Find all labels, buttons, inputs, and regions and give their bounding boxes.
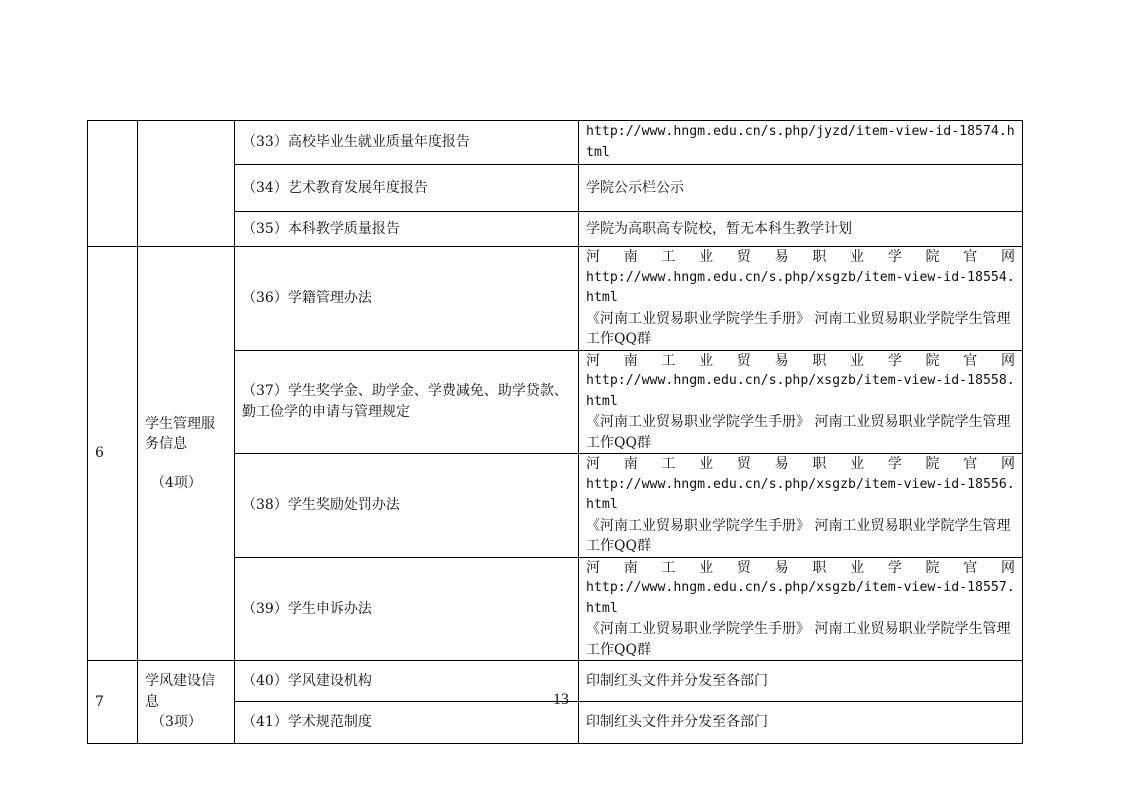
- source-site-name: 河 南 工 业 贸 易 职 业 学 院 官 网: [586, 352, 1015, 369]
- source-text: 印制红头文件并分发至各部门: [586, 672, 768, 689]
- source-cell: [579, 350, 1023, 454]
- item-text: （36）学籍管理办法: [242, 290, 372, 306]
- group-number-text: 6: [95, 445, 104, 462]
- source-cell: [579, 454, 1023, 558]
- item-text: （39）学生申诉办法: [242, 600, 372, 617]
- source-text: 《河南工业贸易职业学院学生手册》 河南工业贸易职业学院学生管理工作QQ群: [586, 414, 1011, 451]
- source-link[interactable]: http://www.hngm.edu.cn/s.php/xsgzb/item-view-id-18558.html: [586, 373, 1015, 409]
- item-text: （34）艺术教育发展年度报告: [242, 179, 428, 196]
- item-text: （40）学风建设机构: [242, 672, 372, 689]
- category-cell-continued: [138, 121, 235, 247]
- item-cell: [235, 350, 579, 454]
- item-cell: [235, 121, 579, 165]
- category-count: （4项）: [151, 474, 202, 491]
- group-category: [138, 247, 235, 661]
- page-number: 13: [553, 691, 569, 708]
- table-row: [88, 121, 1023, 165]
- item-cell: [235, 165, 579, 212]
- disclosure-table: [87, 120, 1023, 744]
- source-text: 印制红头文件并分发至各部门: [586, 714, 768, 731]
- item-text: （35）本科教学质量报告: [242, 220, 400, 237]
- source-link[interactable]: http://www.hngm.edu.cn/s.php/jyzd/item-view-id-18574.html: [586, 124, 1015, 160]
- source-text: 学院为高职高专院校，暂无本科生教学计划: [586, 220, 852, 237]
- category-title: 学生管理服务信息: [145, 415, 215, 453]
- source-cell: [579, 121, 1023, 165]
- item-text: （37）学生奖学金、助学金、学费减免、助学贷款、勤工俭学的申请与管理规定: [242, 383, 568, 420]
- source-cell: [579, 212, 1023, 247]
- source-cell: [579, 165, 1023, 212]
- source-cell: [579, 557, 1023, 661]
- source-text: 《河南工业贸易职业学院学生手册》 河南工业贸易职业学院学生管理工作QQ群: [586, 517, 1011, 554]
- item-cell: [235, 212, 579, 247]
- item-cell: [235, 247, 579, 351]
- item-text: （38）学生奖励处罚办法: [242, 497, 400, 513]
- group-number-text: 7: [95, 693, 104, 710]
- index-cell-continued: [88, 121, 138, 247]
- category-title: 学风建设信息: [145, 673, 215, 710]
- group-number: [88, 247, 138, 661]
- item-text: （41）学术规范制度: [242, 714, 372, 731]
- source-link[interactable]: http://www.hngm.edu.cn/s.php/xsgzb/item-view-id-18556.html: [586, 476, 1015, 512]
- source-text: 《河南工业贸易职业学院学生手册》 河南工业贸易职业学院学生管理工作QQ群: [586, 310, 1011, 347]
- source-cell: [579, 247, 1023, 351]
- category-count: （3项）: [151, 714, 202, 731]
- source-link[interactable]: http://www.hngm.edu.cn/s.php/xsgzb/item-view-id-18554.html: [586, 269, 1015, 305]
- source-site-name: 河 南 工 业 贸 易 职 业 学 院 官 网: [586, 249, 1015, 265]
- item-text: （33）高校毕业生就业质量年度报告: [242, 134, 470, 151]
- item-cell: [235, 557, 579, 661]
- item-cell: [235, 454, 579, 558]
- source-text: 学院公示栏公示: [586, 179, 684, 196]
- source-site-name: 河 南 工 业 贸 易 职 业 学 院 官 网: [586, 559, 1015, 576]
- source-text: 《河南工业贸易职业学院学生手册》 河南工业贸易职业学院学生管理工作QQ群: [586, 621, 1011, 658]
- source-link[interactable]: http://www.hngm.edu.cn/s.php/xsgzb/item-view-id-18557.html: [586, 580, 1015, 616]
- source-site-name: 河 南 工 业 贸 易 职 业 学 院 官 网: [586, 456, 1015, 472]
- table-row: [88, 247, 1023, 351]
